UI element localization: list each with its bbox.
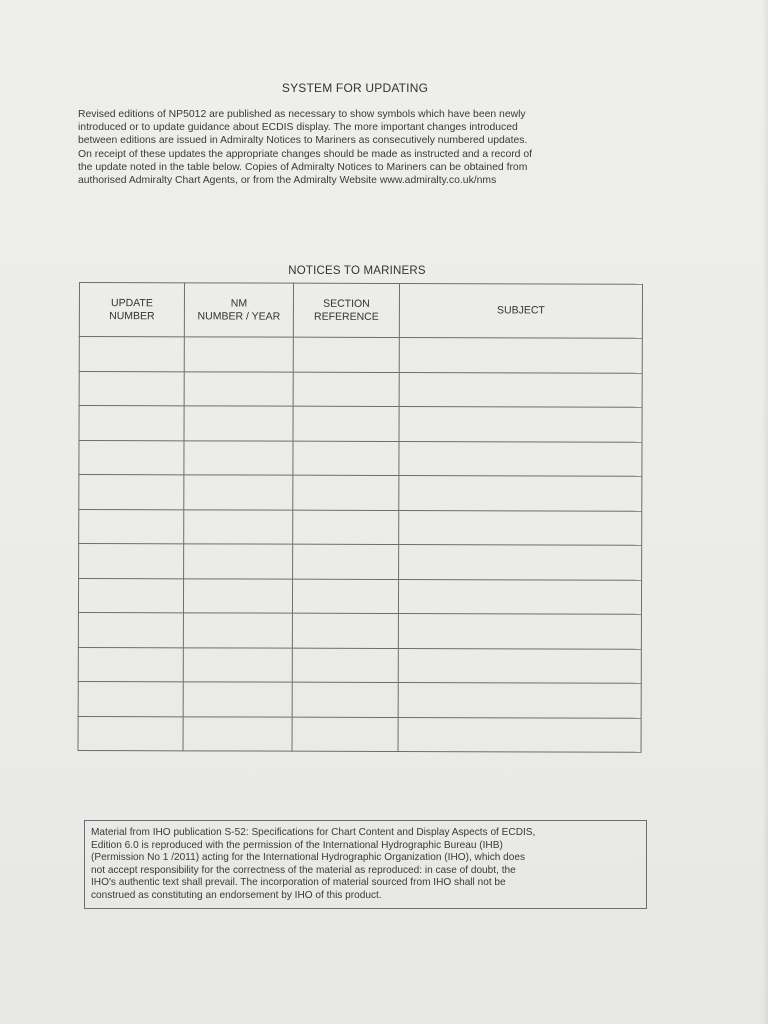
header-nm-number-year: NM NUMBER / YEAR [184,283,293,337]
notice-line: not accept responsibility for the correctness of the material as reproduced: in case of doubt, the [91,864,516,876]
table-row [79,475,642,511]
table-header-row [79,283,642,339]
table-cell[interactable] [78,612,183,647]
table-cell[interactable] [293,337,399,372]
table-cell[interactable] [292,613,398,648]
table-cell[interactable] [79,509,184,544]
table-cell[interactable] [293,544,399,579]
page-edge-shadow [762,0,768,1024]
table-row [78,681,641,717]
table-row [78,578,641,614]
header-update-number: UPDATE NUMBER [79,283,184,337]
table-cell[interactable] [183,613,292,648]
notices-to-mariners-table [78,282,643,753]
intro-line: introduced or to update guidance about ECDIS display. The more important changes introduced [78,122,518,134]
intro-paragraph [78,108,648,187]
table-cell[interactable] [78,578,183,613]
table-cell[interactable] [184,371,293,406]
table-row [79,544,642,580]
notice-line: IHO's authentic text shall prevail. The incorporation of material sourced from IHO shall not be [91,877,506,889]
table-cell[interactable] [292,648,398,683]
table-cell[interactable] [79,440,184,475]
table-cell[interactable] [399,545,642,580]
table-cell[interactable] [184,509,293,544]
table-cell[interactable] [398,614,641,649]
table-row [79,337,642,373]
intro-line: On receipt of these updates the appropriate changes should be made as instructed and a record of [78,148,533,160]
table-cell[interactable] [79,475,184,510]
table-row [78,612,641,648]
table-cell[interactable] [184,337,293,372]
table-cell[interactable] [79,371,184,406]
page-title: SYSTEM FOR UPDATING [281,81,429,95]
intro-line: the update noted in the table below. Copies of Admiralty Notices to Mariners can be obtained from [78,161,528,173]
table-cell[interactable] [399,407,642,442]
table-cell[interactable] [183,682,292,717]
table-row [79,406,642,442]
table-cell[interactable] [293,475,399,510]
table-cell[interactable] [184,475,293,510]
table-cell[interactable] [398,717,641,752]
table-title: NOTICES TO MARINERS [288,265,426,277]
notice-line: Edition 6.0 is reproduced with the permission of the International Hydrographic Bureau (IHB) [91,839,503,851]
table-row [79,371,642,407]
table-cell[interactable] [78,647,183,682]
notice-line: construed as constituting an endorsement by IHO of this product. [91,889,382,901]
table-body [78,337,642,753]
table-row [79,440,642,476]
table-cell[interactable] [399,338,642,373]
intro-line: authorised Admiralty Chart Agents, or from the Admiralty Website www.admiralty.co.uk/nms [78,175,497,187]
table-cell[interactable] [78,681,183,716]
table-cell[interactable] [292,717,398,752]
table-cell[interactable] [79,544,184,579]
header-subject: SUBJECT [399,284,642,339]
table-cell[interactable] [78,716,183,751]
table-cell[interactable] [79,406,184,441]
table-cell[interactable] [292,579,398,614]
table-cell[interactable] [398,579,641,614]
iho-copyright-notice [84,820,647,909]
table-cell[interactable] [293,441,399,476]
table-cell[interactable] [399,510,642,545]
table-cell[interactable] [293,406,399,441]
table-row [78,716,641,752]
table-cell[interactable] [399,441,642,476]
table-cell[interactable] [293,510,399,545]
table-cell[interactable] [399,372,642,407]
table-cell[interactable] [79,337,184,372]
table-cell[interactable] [183,578,292,613]
table-row [79,509,642,545]
notice-line: (Permission No 1 /2011) acting for the International Hydrographic Organization (IHO), which does [91,852,526,864]
table-cell[interactable] [184,440,293,475]
intro-line: between editions are issued in Admiralty Notices to Mariners as consecutively numbered updates. [78,135,528,147]
table-cell[interactable] [184,406,293,441]
notice-line: Material from IHO publication S-52: Specifications for Chart Content and Display Aspects of ECDIS, [91,827,536,838]
table-cell[interactable] [183,716,292,751]
table-cell[interactable] [399,476,642,511]
header-section-reference: SECTION REFERENCE [293,283,399,337]
table-cell[interactable] [398,683,641,718]
intro-line: Revised editions of NP5012 are published as necessary to show symbols which have been newly [78,109,526,120]
table-cell[interactable] [398,648,641,683]
table-cell[interactable] [183,647,292,682]
table-cell[interactable] [184,544,293,579]
table-cell[interactable] [292,682,398,717]
table-row [78,647,641,683]
table-cell[interactable] [293,372,399,407]
